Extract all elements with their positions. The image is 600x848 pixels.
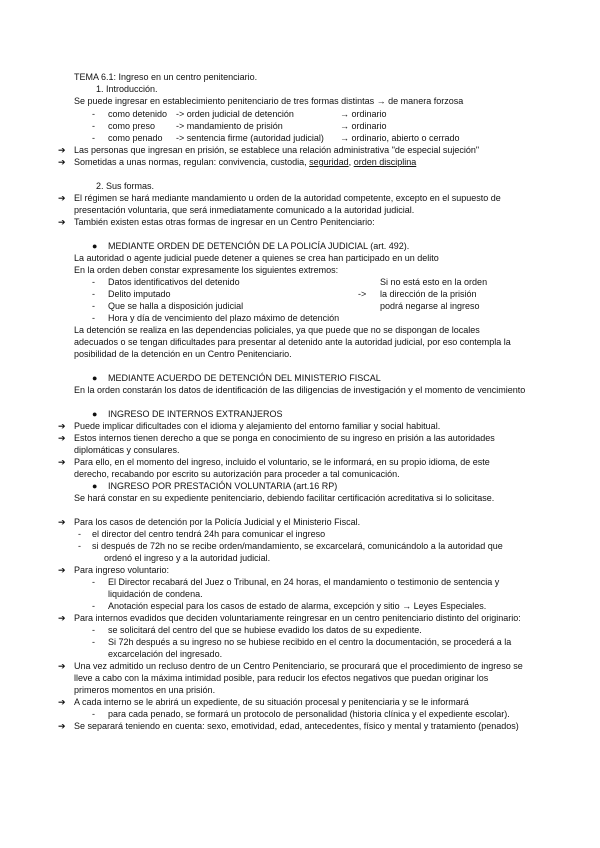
paragraph: Las personas que ingresan en prisión, se establece una relación administrativa "de especial sujeción" [74, 145, 480, 155]
paragraph: En la orden deben constar expresamente los siguientes extremos: [74, 265, 339, 275]
list-bullet: - [92, 277, 95, 287]
paragraph: derecho, recabando por escrito su autorización para proceder a tal comunicación. [74, 469, 400, 479]
bullet-icon: ● [92, 373, 98, 383]
arrow-icon: ➔ [58, 565, 66, 575]
paragraph: La autoridad o agente judicial puede detener a quienes se crea han participado en un delito [74, 253, 439, 263]
arrow-icon: ➔ [58, 613, 66, 623]
section-heading-introduccion: 1. Introducción. [96, 84, 158, 94]
underlined-term: orden disciplina [353, 157, 417, 167]
list-bullet: - [92, 577, 95, 587]
list-item: Si 72h después a su ingreso no se hubiese recibido en el centro la documentación, se procederá a la [108, 637, 512, 647]
paragraph [74, 157, 416, 168]
arrow-icon: ➔ [58, 457, 66, 467]
list-item: Datos identificativos del detenido [108, 277, 240, 287]
bullet-icon: ● [92, 241, 98, 251]
list-bullet: - [92, 625, 95, 635]
paragraph: La detención se realiza en las dependencias policiales, ya que puede que no se dispongan de locales [74, 325, 480, 335]
list-bullet: - [92, 121, 95, 131]
paragraph: Se puede ingresar en establecimiento penitenciario de tres formas distintas → de manera forzosa [74, 96, 464, 106]
list-bullet: - [92, 301, 95, 311]
paragraph: primeros momentos en una prisión. [74, 685, 216, 695]
paragraph: adecuados o se tengan dificultades para presentar al detenido ante la autoridad judicial, por eso contempla la [74, 337, 511, 347]
underlined-term: seguridad [309, 157, 349, 167]
arrow-icon: ➔ [58, 421, 66, 431]
document-title: TEMA 6.1: Ingreso en un centro penitenciario. [74, 72, 258, 82]
list-item: -> mandamiento de prisión [176, 121, 283, 131]
paragraph: Estos internos tienen derecho a que se ponga en conocimiento de su ingreso en prisión a las autoridades [74, 433, 495, 443]
list-item: Anotación especial para los casos de estado de alarma, excepción y sitio → Leyes Especiales. [108, 601, 487, 611]
arrow-icon: ➔ [58, 145, 66, 155]
arrow-icon: ➔ [58, 433, 66, 443]
paragraph: El régimen se hará mediante mandamiento u orden de la autoridad competente, excepto en el supuesto de [74, 193, 501, 203]
paragraph: Se hará constar en su expediente penitenciario, debiendo facilitar certificación acreditativa si lo solicitase. [74, 493, 495, 503]
list-bullet: - [92, 289, 95, 299]
paragraph: diplomáticas y consulares. [74, 445, 180, 455]
list-item: el director del centro tendrá 24h para comunicar el ingreso [92, 529, 326, 539]
arrow-icon: ➔ [58, 517, 66, 527]
side-note: podrá negarse al ingreso [380, 301, 480, 311]
list-item: excarcelación del ingresado. [108, 649, 223, 659]
list-item: Delito imputado [108, 289, 171, 299]
paragraph: posibilidad de la detención en un Centro Penitenciario. [74, 349, 292, 359]
list-item: → ordinario, abierto o cerrado [340, 133, 460, 143]
subheading-ministerio-fiscal: MEDIANTE ACUERDO DE DETENCIÓN DEL MINISTERIO FISCAL [108, 373, 381, 383]
paragraph: A cada interno se le abrirá un expediente, de su situación procesal y penitenciaria y se le informará [74, 697, 469, 707]
list-bullet: - [92, 133, 95, 143]
list-bullet: - [78, 529, 81, 539]
paragraph: Una vez admitido un recluso dentro de un Centro Penitenciario, se procurará que el procedimiento de ingreso se [74, 661, 523, 671]
list-item: Hora y día de vencimiento del plazo máximo de detención [108, 313, 340, 323]
arrow-icon: ➔ [58, 721, 66, 731]
list-item: se solicitará del centro del que se hubiese evadido los datos de su expediente. [108, 625, 422, 635]
text-span: , [348, 157, 354, 167]
paragraph: Se separará teniendo en cuenta: sexo, emotividad, edad, antecedentes, físico y mental y tratamiento (penados) [74, 721, 519, 731]
list-item: para cada penado, se formará un protocolo de personalidad (historia clínica y el expediente escolar). [108, 709, 510, 719]
list-item: → ordinario [340, 121, 387, 131]
arrow-icon: ➔ [58, 217, 66, 227]
paragraph: presentación voluntaria, que será inmediatamente comunicado a la autoridad judicial. [74, 205, 415, 215]
list-bullet: - [92, 709, 95, 719]
paragraph: Para internos evadidos que deciden voluntariamente reingresar en un centro penitenciario distinto del originario: [74, 613, 521, 623]
list-bullet: - [92, 109, 95, 119]
list-bullet: - [92, 313, 95, 323]
paragraph: lleve a cabo con la máxima intimidad posible, para reducir los efectos negativos que puedan originar los [74, 673, 489, 683]
list-bullet: - [92, 601, 95, 611]
paragraph: En la orden constarán los datos de identificación de las diligencias de investigación y el momento de vencimiento [74, 385, 526, 395]
list-item: como detenido [108, 109, 168, 119]
bullet-icon: ● [92, 409, 98, 419]
list-item: El Director recabará del Juez o Tribunal, en 24 horas, el mandamiento o testimonio de sentencia y [108, 577, 500, 587]
paragraph: También existen estas otras formas de ingresar en un Centro Penitenciario: [74, 217, 375, 227]
arrow-icon: ➔ [58, 157, 66, 167]
list-item: -> orden judicial de detención [176, 109, 294, 119]
arrow-icon: ➔ [58, 661, 66, 671]
text-span: Sometidas a unas normas, regulan: convivencia, custodia, [74, 157, 310, 167]
list-item: liquidación de condena. [108, 589, 203, 599]
list-item: → ordinario [340, 109, 387, 119]
list-bullet: - [78, 541, 81, 551]
arrow-icon: ➔ [58, 697, 66, 707]
list-item: si después de 72h no se recibe orden/mandamiento, se excarcelará, comunicándolo a la autoridad que [92, 541, 503, 551]
side-note: la dirección de la prisión [380, 289, 477, 299]
subheading-extranjeros: INGRESO DE INTERNOS EXTRANJEROS [108, 409, 283, 419]
paragraph: Puede implicar dificultades con el idioma y alejamiento del entorno familiar y social habitual. [74, 421, 441, 431]
subheading-policia-judicial: MEDIANTE ORDEN DE DETENCIÓN DE LA POLICÍA JUDICIAL (art. 492). [108, 241, 410, 251]
section-heading-formas: 2. Sus formas. [96, 181, 155, 191]
paragraph: Para ello, en el momento del ingreso, incluido el voluntario, se le informará, en su propio idioma, de este [74, 457, 490, 467]
list-bullet: - [92, 637, 95, 647]
paragraph: Para los casos de detención por la Policía Judicial y el Ministerio Fiscal. [74, 517, 361, 527]
subheading-prestacion-voluntaria: INGRESO POR PRESTACIÓN VOLUNTARIA (art.16 RP) [108, 481, 338, 491]
bullet-icon: ● [92, 481, 98, 491]
list-item: ordenó el ingreso y a la autoridad judicial. [104, 553, 271, 563]
list-item: como preso [108, 121, 156, 131]
list-item: como penado [108, 133, 163, 143]
paragraph: Para ingreso voluntario: [74, 565, 170, 575]
list-item: Que se halla a disposición judicial [108, 301, 244, 311]
side-note-arrow: -> [358, 289, 367, 299]
list-item: -> sentencia firme (autoridad judicial) [176, 133, 324, 143]
side-note: Si no está esto en la orden [380, 277, 488, 287]
arrow-icon: ➔ [58, 193, 66, 203]
